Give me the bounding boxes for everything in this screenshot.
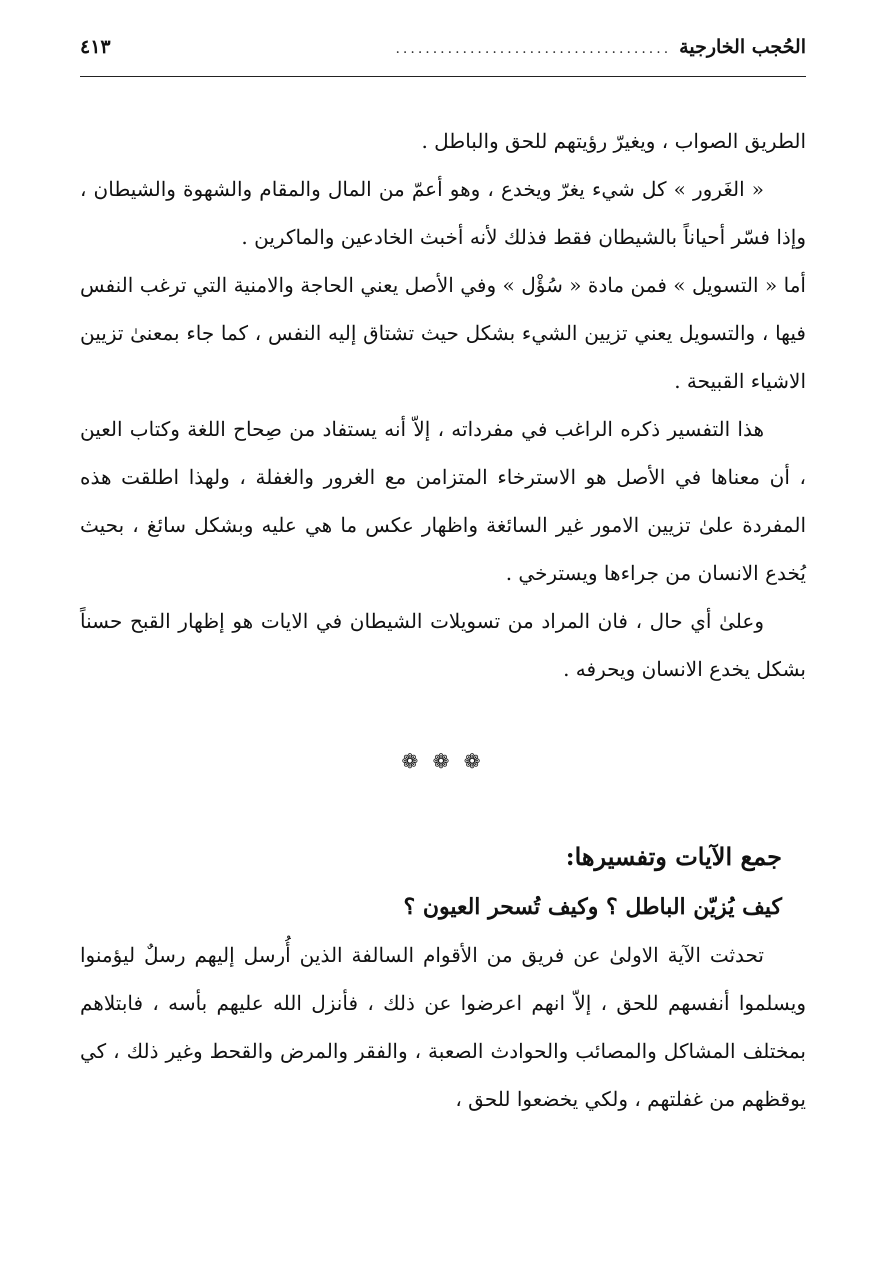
paragraph-4: هذا التفسير ذكره الراغب في مفرداته ، إلاّ أنه يستفاد من صِحاح اللغة وكتاب العين ، أن معناها في الأصل هو الاسترخاء المتزامن مع الغرور والغفلة ، ولهذا اطلقت هذه المفردة علىٰ تزيين الامور غير السائغة واظهار عكس ما هي عليه وبشكل سائغ ، بحيث يُخدع الانسان من جراءها ويسترخي . (80, 417, 806, 585)
body-text (80, 117, 806, 693)
paragraph-5: وعلىٰ أي حال ، فان المراد من تسويلات الشيطان في الايات هو إظهار القبح حسناً بشكل يخدع الانسان ويحرفه . (80, 609, 806, 681)
paragraph-2: « الغَرور » كل شيء يغرّ ويخدع ، وهو أعمّ من المال والمقام والشهوة والشيطان ، وإذا فسّر أحياناً بالشيطان فقط فذلك لأنه أخبث الخادعين والماكرين . (80, 177, 806, 249)
running-header (80, 36, 806, 77)
paragraph-1: الطريق الصواب ، ويغيرّ رؤيتهم للحق والباطل . (421, 129, 806, 153)
section-paragraph: تحدثت الآية الاولىٰ عن فريق من الأقوام السالفة الذين أُرسل إليهم رسلٌ ليؤمنوا ويسلموا أنفسهم للحق ، إلاّ انهم اعرضوا عن ذلك ، فأنزل الله عليهم بأسه ، فابتلاهم بمختلف المشاكل والمصائب والحوادث الصعبة ، والفقر والمرض والقحط وغير ذلك ، كي يوقظهم من غفلتهم ، ولكي يخضعوا للحق ، (80, 943, 806, 1111)
dot-leader: ..................................... (395, 41, 672, 57)
section-separator: ❁ ❁ ❁ (401, 749, 485, 773)
paragraph-3: أما « التسويل » فمن مادة « سُؤْل » وفي الأصل يعني الحاجة والامنية التي ترغب النفس فيها ، والتسويل يعني تزيين الشيء بشكل حيث تشتاق إليه النفس ، كما جاء بمعنىٰ تزيين الاشياء القبيحة . (80, 273, 806, 393)
section-heading: جمع الآيات وتفسيرها: (565, 842, 782, 871)
chapter-title: الحُجب الخارجية (679, 36, 806, 58)
page-number: ٤١٣ (80, 36, 111, 58)
book-page (80, 36, 806, 1246)
section-subheading: كيف يُزيّن الباطل ؟ وكيف تُسحر العيون ؟ (403, 894, 782, 920)
